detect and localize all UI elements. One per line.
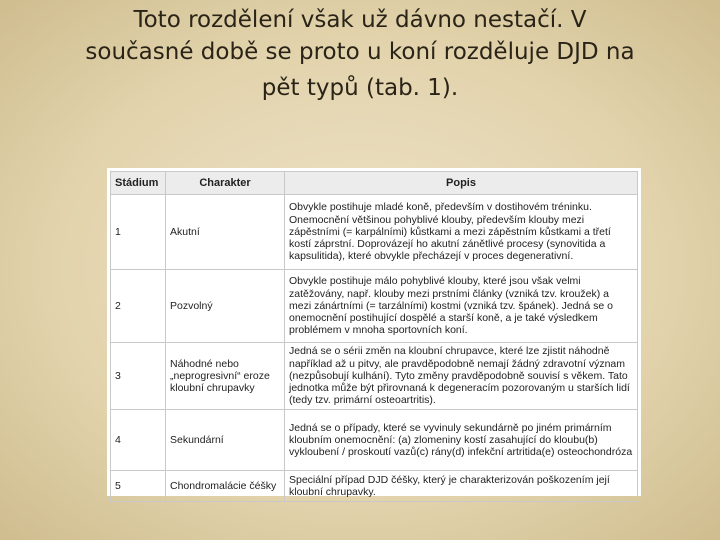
cell-description: Jedná se o případy, které se vyvinuly sekundárně po jiném primárním kloubním onemocnění: (a) zlomeniny kostí zasahující do kloubu(b) vykloubení / proskoutí vazů(c) rány(d) infekční artritida(e) osteochondróza bbox=[285, 410, 638, 471]
table-row bbox=[111, 410, 638, 471]
heading-line-3: pět typů (tab. 1). bbox=[261, 75, 459, 101]
cell-stage: 4 bbox=[111, 410, 166, 471]
table-row bbox=[111, 270, 638, 343]
table-row bbox=[111, 343, 638, 410]
heading-line-1: Toto rozdělení však už dávno nestačí. V bbox=[133, 7, 587, 33]
cell-character: Chondromalácie čéšky bbox=[166, 471, 285, 502]
table-image bbox=[107, 168, 641, 496]
cell-character: Náhodné nebo „neprogresivní“ eroze kloubní chrupavky bbox=[166, 343, 285, 410]
table-row bbox=[111, 195, 638, 270]
slide-heading bbox=[20, 4, 700, 104]
cell-description: Jedná se o sérii změn na kloubní chrupavce, které lze zjistit náhodně například až u pitvy, ale pravděpodobně nemají žádný zdravotní význam (nezpůsobují kulhání). Tyto změny pravděpodobně souvisí s věkem. Tato jednotka může být přirovnaná k degeneracím pozorovaným u starších lidí (tedy tzv. primární osteoartritis). bbox=[285, 343, 638, 410]
header-stage: Stádium bbox=[111, 172, 166, 195]
cell-character: Pozvolný bbox=[166, 270, 285, 343]
djd-types-table bbox=[110, 171, 638, 502]
cell-stage: 5 bbox=[111, 471, 166, 502]
table-row bbox=[111, 471, 638, 502]
header-description: Popis bbox=[285, 172, 638, 195]
cell-description: Obvykle postihuje mladé koně, především v dostihovém tréninku. Onemocnění většinou pohyblivé klouby, především klouby mezi zápěstními (= karpálními) kůstkami a mezi zápěstním kůstkami a třetí kostí záprstní. Doprovázejí ho akutní zánětlivé procesy (synovitida a kapsulitida), které obvykle přecházejí v proces degenerativní. bbox=[285, 195, 638, 270]
cell-stage: 1 bbox=[111, 195, 166, 270]
heading-line-2: současné době se proto u koní rozděluje DJD na bbox=[85, 39, 635, 65]
table-header-row bbox=[111, 172, 638, 195]
cell-character: Akutní bbox=[166, 195, 285, 270]
cell-stage: 3 bbox=[111, 343, 166, 410]
cell-description: Speciální případ DJD čéšky, který je charakterizován poškozením její kloubní chrupavky. bbox=[285, 471, 638, 502]
cell-description: Obvykle postihuje málo pohyblivé klouby, které jsou však velmi zatěžovány, např. klouby mezi prstními články (vzniká tzv. kroužek) a mezi zánártními (= tarzálními) kostmi (vzniká tzv. špánek). Jedná se o onemocnění postihující dospělé a starší koně, a je také výsledkem problémem v mnoha sportovních koní. bbox=[285, 270, 638, 343]
header-character: Charakter bbox=[166, 172, 285, 195]
cell-character: Sekundární bbox=[166, 410, 285, 471]
cell-stage: 2 bbox=[111, 270, 166, 343]
